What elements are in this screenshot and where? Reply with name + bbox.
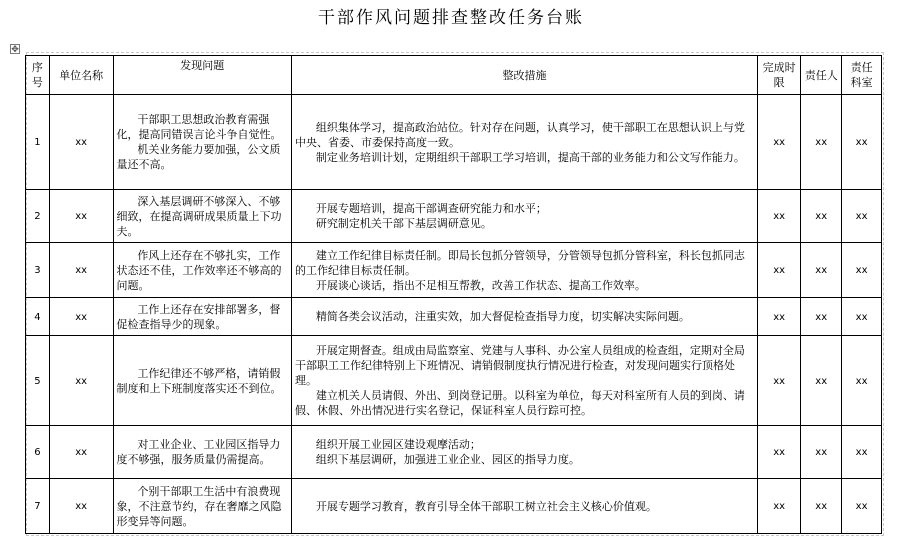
cell-seq[interactable] [26,95,50,190]
issue-paragraph: 个别干部职工生活中有浪费现象，不注意节约，存在奢靡之风隐形变异等问题。 [116,484,282,528]
cell-dept-text: xx [855,265,868,276]
measure-paragraph: 开展专题学习教育，教育引导全体干部职工树立社会主义核心价值观。 [315,499,657,513]
cell-issue[interactable] [113,298,291,336]
cell-issue[interactable] [113,190,291,243]
table-row [26,479,882,534]
cell-deadline-text: xx [773,137,786,148]
cell-measures[interactable] [291,298,757,336]
cell-owner-text: xx [815,265,828,276]
cell-seq-text: 1 [34,137,41,148]
cell-deadline[interactable] [758,426,801,479]
header-measures[interactable]: 整改措施 [291,56,757,95]
measure-paragraph: 组织开展工业园区建设观摩活动； [315,438,481,451]
cell-deadline[interactable] [758,190,801,243]
issue-paragraph: 作风上还存在不够扎实，工作状态还不佳，工作效率还不够高的问题。 [116,248,282,292]
cell-unit-text: xx [75,447,88,458]
cell-dept[interactable] [842,190,882,243]
measure-paragraph: 研究制定机关干部下基层调研意见。 [315,217,492,230]
cell-seq[interactable] [26,479,50,534]
issue-paragraph: 工作上还存在安排部署多，督促检查指导少的现象。 [116,302,281,331]
header-unit[interactable]: 单位名称 [49,56,113,95]
cell-seq[interactable] [26,243,50,298]
issue-paragraph: 对工业企业、工业园区指导力度不够强，服务质量仍需提高。 [116,438,281,466]
cell-issue[interactable] [113,243,291,298]
cell-dept[interactable] [842,298,882,336]
table-row [26,298,882,336]
header-owner[interactable]: 责任人 [801,56,842,95]
task-ledger-table [25,55,882,534]
move-cross-icon[interactable]: ✥ [11,45,19,55]
cell-unit[interactable] [49,479,113,534]
measure-paragraph: 制定业务培训计划，定期组织干部职工学习培训，提高干部的业务能力和公文写作能力。 [315,150,745,164]
cell-owner-text: xx [815,501,828,512]
cell-seq-text: 5 [34,375,41,387]
cell-owner-text: xx [815,137,828,148]
cell-seq[interactable] [26,298,50,336]
cell-unit[interactable] [49,426,113,479]
cell-measures[interactable] [291,426,757,479]
cell-seq[interactable] [26,190,50,243]
cell-deadline-text: xx [773,375,786,387]
cell-deadline-text: xx [773,265,786,276]
cell-dept[interactable] [842,336,882,426]
issue-paragraph: 干部职工思想政治教育需强化，提高同错误言论斗争自觉性。 [116,113,282,141]
cell-owner-text: xx [815,311,828,323]
cell-unit[interactable] [49,336,113,426]
cell-owner[interactable] [801,190,842,243]
cell-dept-text: xx [855,501,868,512]
cell-owner[interactable] [801,426,842,479]
cell-unit[interactable] [49,243,113,298]
cell-deadline[interactable] [758,95,801,190]
table-row [26,95,882,190]
cell-unit-text: xx [75,375,88,387]
cell-seq-text: 4 [34,311,41,323]
cell-dept-text: xx [855,375,868,387]
cell-issue[interactable] [113,479,291,534]
measure-paragraph: 精简各类会议活动，注重实效，加大督促检查指导力度，切实解决实际问题。 [315,310,690,323]
cell-owner[interactable] [801,298,842,336]
measure-paragraph: 组织集体学习，提高政治站位。针对存在问题，认真学习，使干部职工在思想认识上与党中央、省委、市委保持高度一致。 [294,120,745,149]
issue-paragraph: 机关业务能力要加强，公文质量还不高。 [116,143,281,171]
cell-dept-text: xx [855,311,868,323]
cell-measures[interactable] [291,95,757,190]
cell-owner[interactable] [801,95,842,190]
cell-owner[interactable] [801,336,842,426]
cell-owner[interactable] [801,479,842,534]
cell-unit[interactable] [49,95,113,190]
cell-seq-text: 7 [34,501,41,512]
issue-paragraph: 工作纪律还不够严格，请销假制度和上下班制度落实还不到位。 [116,366,282,395]
table-row [26,243,882,298]
table-row [26,336,882,426]
cell-owner-text: xx [815,375,828,387]
header-issue[interactable]: 发现问题 [113,56,291,95]
cell-unit-text: xx [75,501,88,512]
cell-dept-text: xx [855,211,868,222]
cell-deadline-text: xx [773,501,786,512]
cell-measures[interactable] [291,479,757,534]
issue-paragraph: 深入基层调研不够深入、不够细致，在提高调研成果质量上下功夫。 [116,194,282,238]
cell-seq[interactable] [26,426,50,479]
cell-deadline-text: xx [773,447,786,458]
header-seq[interactable]: 序号 [26,56,50,95]
cell-issue[interactable] [113,426,291,479]
header-row [26,56,882,95]
cell-unit-text: xx [75,265,88,276]
cell-measures[interactable] [291,190,757,243]
cell-unit-text: xx [75,137,88,148]
table-row [26,190,882,243]
measure-paragraph: 开展谈心谈话，指出不足相互帮教，改善工作状态、提高工作效率。 [315,278,646,292]
cell-owner-text: xx [815,447,828,458]
cell-dept[interactable] [842,426,882,479]
cell-unit-text: xx [75,211,88,222]
measure-paragraph: 建立机关人员请假、外出、到岗登记册。以科室为单位，每天对科室所有人员的到岗、请假、休假、外出情况进行实名登记，保证科室人员行踪可控。 [294,389,745,417]
header-dept[interactable]: 责任科室 [842,56,882,95]
measure-paragraph: 组织下基层调研，加强进工业企业、园区的指导力度。 [315,453,580,466]
measure-paragraph: 开展定期督查。组成由局监察室、党建与人事科、办公室人员组成的检查组，定期对全局干部职工工作纪律特别上下班情况、请销假制度执行情况进行检查，对发现问题实行顶格处理。 [294,344,745,387]
cell-deadline[interactable] [758,298,801,336]
cell-measures[interactable] [291,336,757,426]
cell-unit[interactable] [49,190,113,243]
cell-issue[interactable] [113,95,291,190]
cell-owner-text: xx [815,211,828,222]
cell-dept[interactable] [842,243,882,298]
cell-deadline-text: xx [773,311,786,323]
measure-paragraph: 开展专题培训，提高干部调查研究能力和水平； [315,202,547,215]
cell-measures[interactable] [291,243,757,298]
cell-owner[interactable] [801,243,842,298]
cell-seq-text: 2 [34,211,41,222]
cell-seq-text: 3 [34,265,41,276]
cell-dept[interactable] [842,95,882,190]
page-title: 干部作风问题排查整改任务台账 [318,8,584,28]
cell-unit[interactable] [49,298,113,336]
cell-dept-text: xx [855,137,868,148]
cell-deadline-text: xx [773,211,786,222]
cell-deadline[interactable] [758,243,801,298]
cell-seq-text: 6 [34,447,41,458]
cell-deadline[interactable] [758,479,801,534]
cell-dept-text: xx [855,447,868,458]
measure-paragraph: 建立工作纪律目标责任制。即局长包抓分管领导，分管领导包抓分管科室，科长包抓同志的工作纪律目标责任制。 [294,248,745,277]
cell-unit-text: xx [75,311,88,323]
cell-deadline[interactable] [758,336,801,426]
cell-seq[interactable] [26,336,50,426]
cell-issue[interactable] [113,336,291,426]
table-row [26,426,882,479]
cell-dept[interactable] [842,479,882,534]
header-deadline[interactable]: 完成时限 [758,56,801,95]
